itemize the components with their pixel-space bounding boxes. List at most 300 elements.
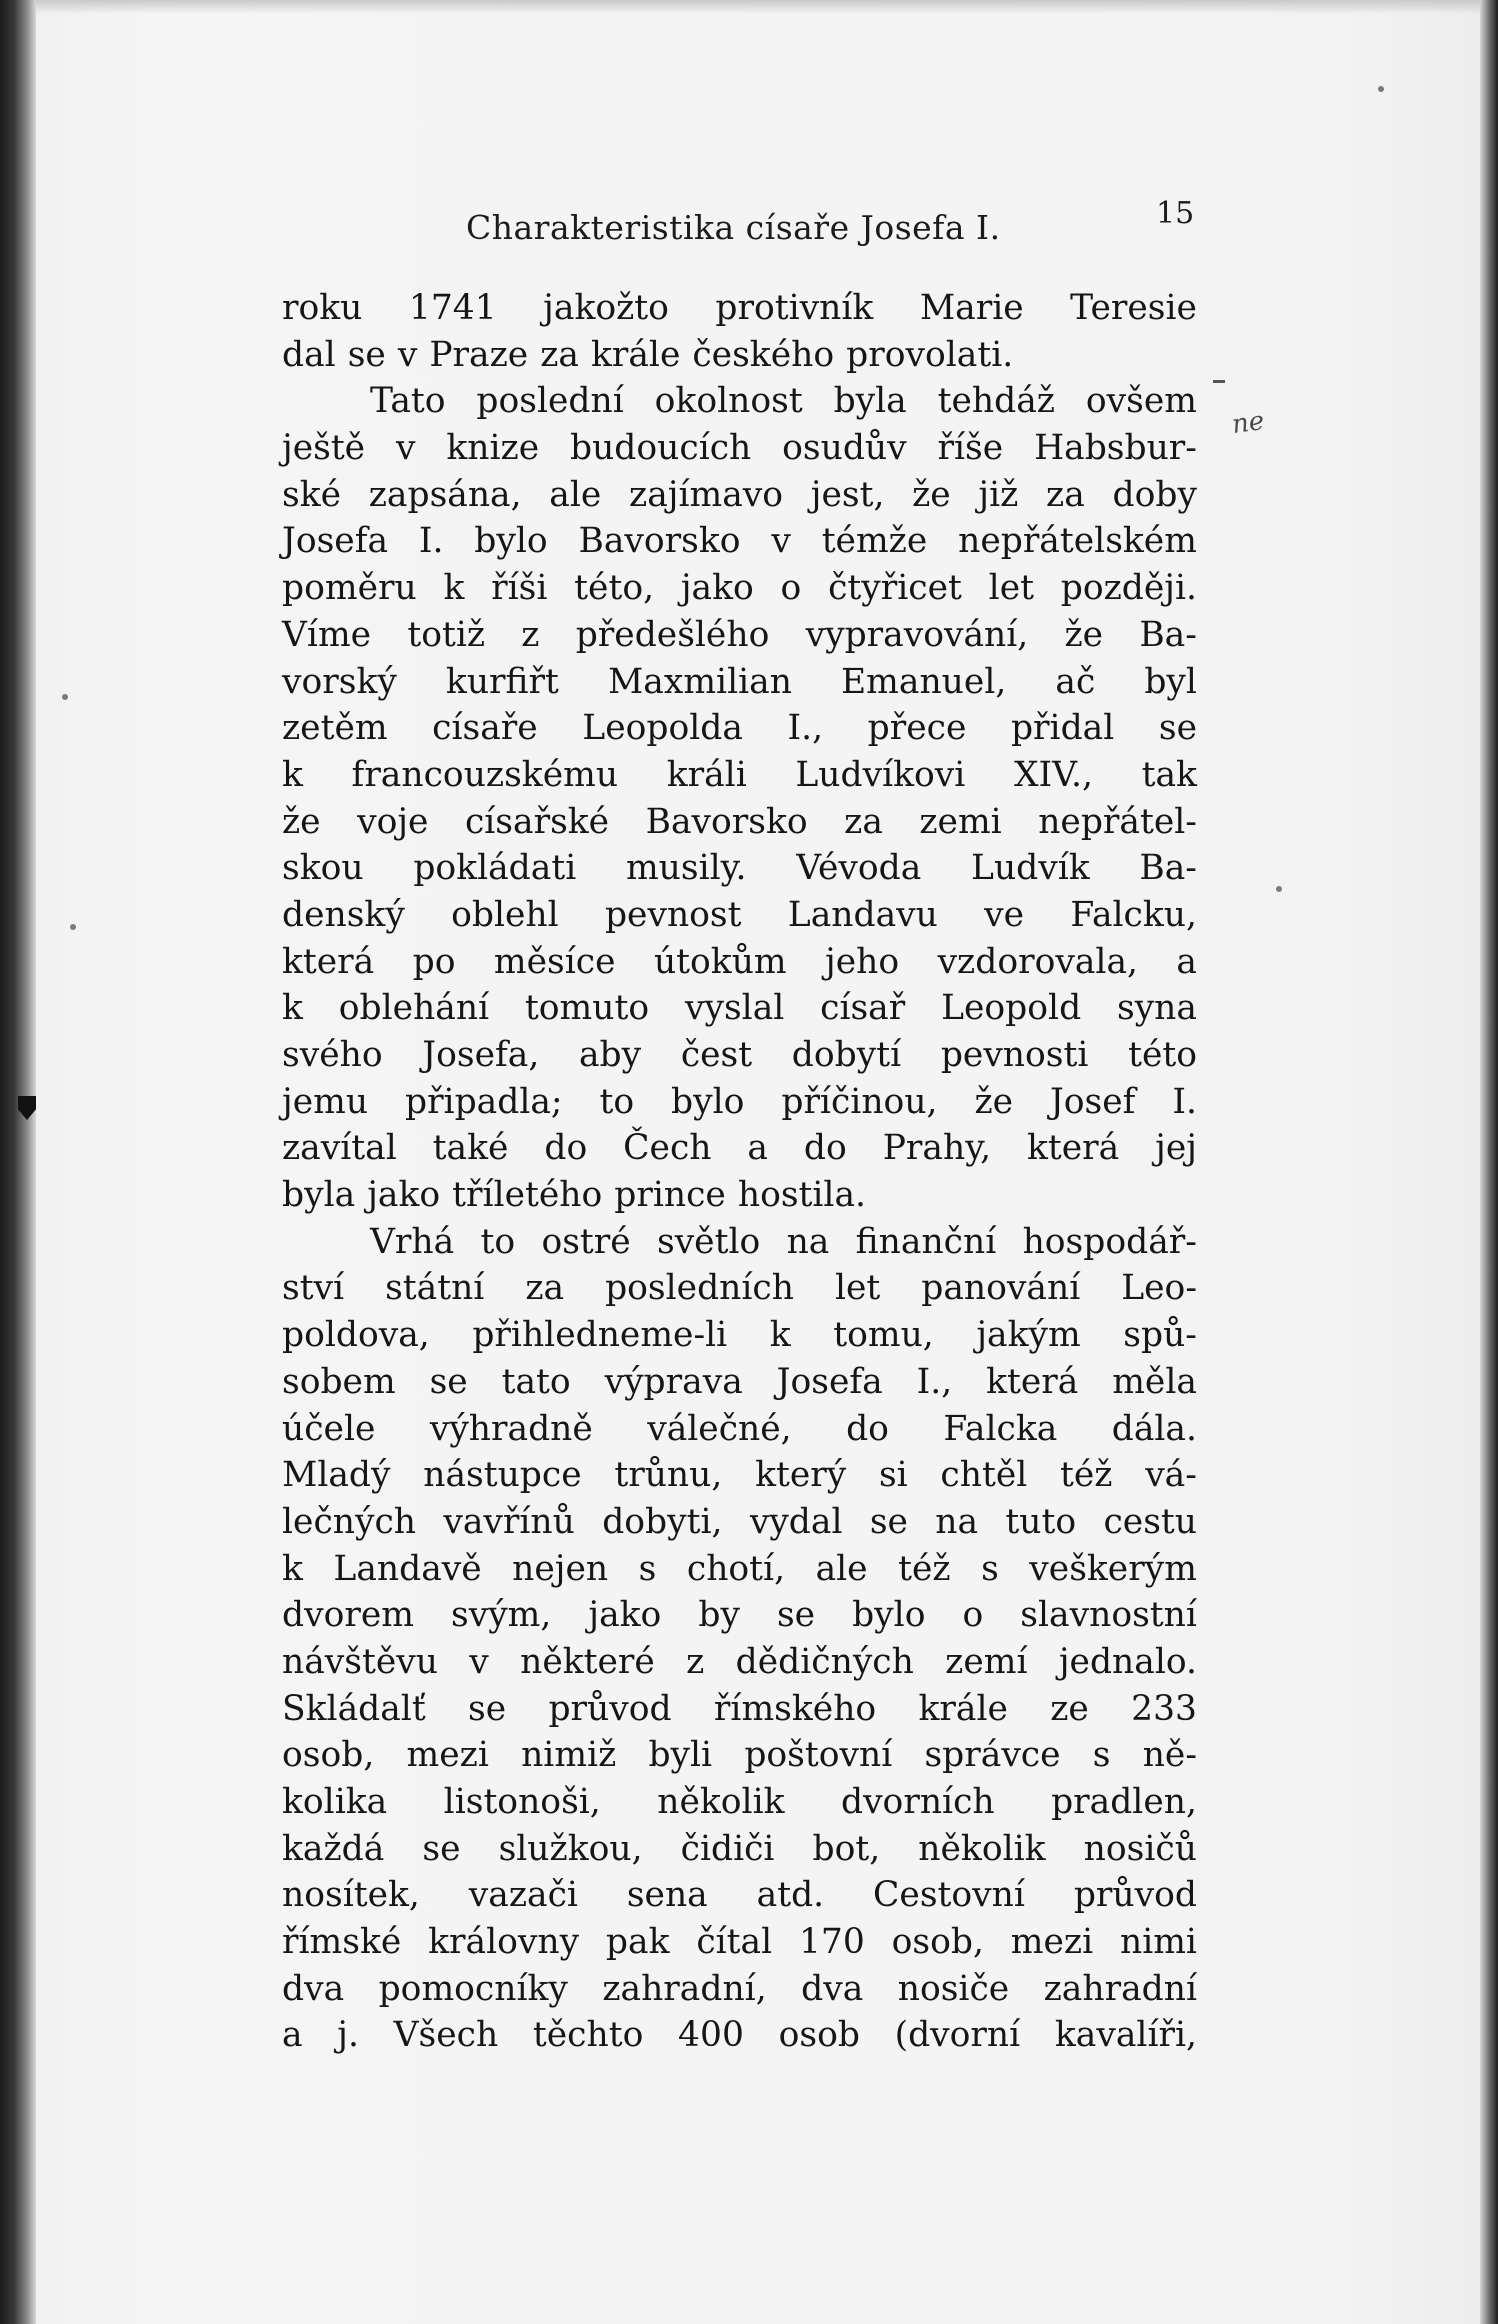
word: francouzskému xyxy=(351,754,619,795)
word: nepřátelském xyxy=(958,521,1197,562)
word: měsíce xyxy=(493,941,616,982)
word: budoucích xyxy=(570,428,752,469)
word: za xyxy=(844,801,883,842)
word: císařské xyxy=(464,801,610,842)
word: průvod xyxy=(1073,1875,1197,1916)
word: Praze xyxy=(429,334,529,375)
word: mezi xyxy=(406,1735,489,1776)
word: císaře xyxy=(432,708,538,749)
word: kurfiřt xyxy=(445,661,559,702)
word: ství xyxy=(282,1268,345,1309)
word: se xyxy=(429,1361,468,1402)
word: pokládati xyxy=(413,848,577,889)
word: vyslal xyxy=(684,988,785,1029)
word: posledních xyxy=(605,1268,794,1309)
word: voje xyxy=(357,801,429,842)
word: čítal xyxy=(696,1922,773,1963)
word: k xyxy=(282,754,303,795)
word: pevnosti xyxy=(940,1035,1089,1075)
word: I. xyxy=(1172,1081,1197,1122)
word: poštovní xyxy=(744,1735,893,1776)
word: o xyxy=(962,1595,984,1636)
word: účele xyxy=(282,1408,376,1449)
word: roku xyxy=(282,288,363,328)
word: pak xyxy=(605,1922,670,1963)
word: Ba- xyxy=(1139,848,1197,889)
word: dobyti, xyxy=(602,1501,723,1542)
word: výhradně xyxy=(429,1408,593,1449)
word: zapsána, xyxy=(368,474,522,515)
word: nástupce xyxy=(423,1455,582,1496)
word: návštěvu xyxy=(282,1641,438,1682)
word: tomu, xyxy=(833,1315,934,1356)
word: pomocníky xyxy=(378,1968,568,2009)
word: Josefa xyxy=(776,1361,883,1402)
word: předešlého xyxy=(575,614,770,655)
word: vorský xyxy=(282,661,397,702)
word: vavřínů xyxy=(443,1501,575,1542)
word: který xyxy=(755,1455,847,1496)
word: římského xyxy=(713,1688,877,1729)
word: služkou, xyxy=(498,1828,643,1869)
word: jednalo. xyxy=(1058,1641,1197,1682)
word: totiž xyxy=(407,614,486,655)
word: se xyxy=(468,1688,507,1729)
word: bylo xyxy=(852,1595,926,1636)
text-line xyxy=(282,1732,1197,1779)
word: císař xyxy=(820,988,906,1029)
margin-pencil-dash xyxy=(1213,380,1225,383)
word: poldova, xyxy=(282,1315,430,1356)
text-line xyxy=(282,1172,1197,1219)
word: v xyxy=(469,1641,489,1682)
word: ostré xyxy=(541,1221,631,1262)
word: ač xyxy=(1055,661,1096,702)
word: ale xyxy=(815,1548,868,1589)
word: Skládalť xyxy=(282,1688,426,1729)
paper-speck xyxy=(70,924,76,930)
word: dvorních xyxy=(840,1782,995,1822)
text-line xyxy=(282,939,1197,986)
word: doby xyxy=(1112,474,1197,515)
word: zajímavo xyxy=(629,474,784,515)
word: Víme xyxy=(282,614,372,655)
text-line xyxy=(282,1966,1197,2013)
word: že xyxy=(974,1081,1014,1122)
word: jeho xyxy=(825,941,900,982)
word: ve xyxy=(984,894,1025,935)
word: králi xyxy=(666,754,747,795)
word: nimi xyxy=(1119,1922,1197,1963)
word: dobytí xyxy=(791,1035,902,1075)
text-line xyxy=(282,892,1197,939)
page-top-shadow xyxy=(0,0,1498,14)
text-line xyxy=(282,565,1197,612)
word: Emanuel, xyxy=(841,661,1007,702)
word: 170 xyxy=(798,1922,865,1963)
word: se xyxy=(422,1828,461,1869)
word: okolnost xyxy=(654,381,803,422)
word: Mladý xyxy=(282,1455,391,1496)
word: se xyxy=(1158,708,1197,749)
word: by xyxy=(698,1595,740,1636)
word: kolika xyxy=(282,1782,388,1822)
word: panování xyxy=(921,1268,1081,1309)
word: cestu xyxy=(1103,1501,1197,1542)
text-line xyxy=(282,285,1197,332)
word: Habsbur- xyxy=(1034,428,1197,469)
word: Cestovní xyxy=(873,1875,1025,1916)
word: 233 xyxy=(1131,1688,1197,1729)
word: prince xyxy=(614,1175,726,1216)
word: za xyxy=(1046,474,1085,515)
word: připadla; xyxy=(404,1081,563,1122)
word: Bavorsko xyxy=(645,801,808,842)
word: do xyxy=(803,1128,847,1169)
word: čest xyxy=(680,1035,753,1075)
word: oblehl xyxy=(451,894,559,935)
word: po xyxy=(412,941,456,982)
word: Bavorsko xyxy=(578,521,741,562)
body-text xyxy=(282,285,1197,2059)
text-line xyxy=(282,332,1197,379)
text-line xyxy=(282,1406,1197,1453)
word: Josefa, xyxy=(422,1035,540,1075)
word: svým, xyxy=(451,1595,552,1636)
word: jej xyxy=(1155,1128,1197,1169)
word: Falcka xyxy=(943,1408,1058,1449)
word: válečné, xyxy=(647,1408,792,1449)
word: o xyxy=(780,568,802,609)
word: slavnostní xyxy=(1020,1595,1197,1636)
text-line xyxy=(282,1639,1197,1686)
word: jakým xyxy=(976,1315,1081,1356)
text-line xyxy=(282,1032,1197,1079)
word: zetěm xyxy=(282,708,388,749)
text-line xyxy=(282,752,1197,799)
word: nosítek, xyxy=(282,1875,420,1916)
word: Josefa xyxy=(282,521,389,562)
word: j. xyxy=(337,2015,359,2056)
word: ovšem xyxy=(1085,381,1197,422)
text-line xyxy=(282,1872,1197,1919)
word: osob, xyxy=(891,1922,984,1963)
word: několik xyxy=(918,1828,1046,1869)
word: byli xyxy=(648,1735,713,1776)
word: kavalíři, xyxy=(1054,2015,1197,2056)
word: sobem xyxy=(282,1361,396,1402)
text-line xyxy=(282,1452,1197,1499)
word: říše xyxy=(937,428,1004,469)
text-line xyxy=(282,612,1197,659)
word: která xyxy=(282,941,375,982)
text-line xyxy=(282,799,1197,846)
word: zahradní xyxy=(1043,1968,1197,2009)
book-spine-shadow xyxy=(0,0,36,2324)
word: zavítal xyxy=(282,1128,397,1169)
word: nosičů xyxy=(1083,1828,1197,1869)
word: let xyxy=(988,568,1034,609)
word: Landavu xyxy=(787,894,938,935)
word: tomuto xyxy=(524,988,650,1029)
word: 1741 xyxy=(408,288,497,328)
word: byla xyxy=(282,1175,356,1216)
word: témže xyxy=(821,521,928,562)
word: tehdáž xyxy=(937,381,1055,422)
word: již xyxy=(978,474,1019,515)
word: Tato xyxy=(370,381,446,422)
word: poměru xyxy=(282,568,417,609)
word: těchto xyxy=(532,2015,644,2056)
word: nejen xyxy=(512,1548,609,1589)
word: a xyxy=(747,1128,768,1169)
text-line xyxy=(282,518,1197,565)
word: atd. xyxy=(756,1875,825,1916)
word: vá- xyxy=(1145,1455,1197,1496)
text-line xyxy=(282,1779,1197,1826)
word: se xyxy=(869,1501,908,1542)
word: si xyxy=(878,1455,908,1496)
word: aby xyxy=(578,1035,642,1075)
word: některé xyxy=(520,1641,655,1682)
word: Marie xyxy=(919,288,1024,328)
word: za xyxy=(525,1268,565,1309)
word: krále xyxy=(918,1688,1008,1729)
word: státní xyxy=(385,1268,485,1309)
page-number: 15 xyxy=(1156,196,1195,231)
word: I., xyxy=(787,708,824,749)
text-line xyxy=(282,1592,1197,1639)
text-line xyxy=(282,1265,1197,1312)
word: Landavě xyxy=(333,1548,482,1589)
word: přidal xyxy=(1010,708,1115,749)
word: později. xyxy=(1060,568,1197,609)
margin-pencil-note: ne xyxy=(1230,405,1267,441)
word: dála. xyxy=(1111,1408,1197,1449)
text-line xyxy=(282,1125,1197,1172)
word: s xyxy=(981,1548,999,1589)
word: vzdorovala, xyxy=(937,941,1138,982)
word: ještě xyxy=(282,428,366,469)
word: dva xyxy=(801,1968,864,2009)
word: ně- xyxy=(1142,1735,1197,1776)
page-edge-shadow xyxy=(1480,0,1498,2324)
word: že xyxy=(282,801,321,842)
word: spů- xyxy=(1123,1315,1197,1356)
word: skou xyxy=(282,848,364,889)
word: se xyxy=(776,1595,816,1636)
word: dva xyxy=(282,1968,345,2009)
word: to xyxy=(480,1221,516,1262)
word: nosiče xyxy=(897,1968,1010,2009)
word: krále xyxy=(590,334,681,375)
word: Maxmilian xyxy=(607,661,792,702)
word: trůnu, xyxy=(614,1455,723,1496)
text-line xyxy=(282,845,1197,892)
word: Ludvík xyxy=(971,848,1090,889)
word: Josef xyxy=(1049,1081,1136,1122)
text-line xyxy=(282,1312,1197,1359)
word: každá xyxy=(282,1828,385,1869)
text-line xyxy=(282,1826,1197,1873)
word: přece xyxy=(867,708,967,749)
word: chotí, xyxy=(686,1548,786,1589)
word: pevnost xyxy=(604,894,742,935)
word: chtěl xyxy=(940,1455,1028,1496)
word: tříletého xyxy=(452,1175,603,1216)
word: světlo xyxy=(656,1221,761,1262)
word: z xyxy=(521,614,540,655)
word: bylo xyxy=(474,521,548,562)
word: provolati. xyxy=(846,334,1014,375)
text-line xyxy=(282,1499,1197,1546)
word: jako xyxy=(367,1175,441,1216)
word: a xyxy=(282,2015,303,2056)
word: Všech xyxy=(393,2015,499,2056)
word: že xyxy=(912,474,951,515)
word: jest, xyxy=(810,474,885,515)
word: z xyxy=(686,1641,705,1682)
word: římské xyxy=(282,1922,402,1963)
word: byla xyxy=(833,381,907,422)
word: říši xyxy=(491,568,548,609)
word: dvorem xyxy=(282,1595,414,1636)
word: Leopolda xyxy=(582,708,743,749)
word: se xyxy=(347,334,386,375)
word: musily. xyxy=(625,848,747,889)
text-line xyxy=(282,1079,1197,1126)
word: této, xyxy=(574,568,655,609)
word: Čech xyxy=(623,1128,712,1169)
word: XIV., xyxy=(1013,754,1093,795)
word: také xyxy=(432,1128,509,1169)
word: tato xyxy=(501,1361,571,1402)
word: let xyxy=(834,1268,881,1309)
text-line xyxy=(282,1686,1197,1733)
word: příčinou, xyxy=(781,1081,938,1122)
word: v xyxy=(771,521,791,562)
word: přihledneme-li xyxy=(472,1315,728,1356)
word: jakožto xyxy=(543,288,669,328)
word: která xyxy=(986,1361,1079,1402)
word: Vrhá xyxy=(370,1221,455,1262)
word: k xyxy=(282,1548,303,1589)
word: ze xyxy=(1050,1688,1089,1729)
word: Vévoda xyxy=(796,848,922,889)
word: ale xyxy=(549,474,602,515)
word: do xyxy=(544,1128,588,1169)
text-line xyxy=(282,378,1197,425)
word: 400 xyxy=(678,2015,744,2056)
word: denský xyxy=(282,894,405,935)
word: zahradní, xyxy=(602,1968,767,2009)
word: průvod xyxy=(548,1688,672,1729)
word: českého xyxy=(692,334,835,375)
word: sena xyxy=(626,1875,708,1916)
word: bylo xyxy=(671,1081,745,1122)
word: měla xyxy=(1112,1361,1197,1402)
word: vypravování, xyxy=(805,614,1029,655)
paper-speck xyxy=(1378,86,1384,92)
paper-speck xyxy=(62,694,68,700)
word: svého xyxy=(282,1035,383,1075)
word: čtyřicet xyxy=(828,568,962,609)
word: poslední xyxy=(476,381,624,422)
word: s xyxy=(638,1548,657,1589)
word: lečných xyxy=(282,1501,417,1542)
word: též xyxy=(898,1548,951,1589)
word: finanční xyxy=(855,1221,997,1262)
word: protivník xyxy=(715,288,874,328)
word: na xyxy=(935,1501,979,1542)
word: několik xyxy=(657,1782,785,1822)
word: tak xyxy=(1141,754,1197,795)
word: této xyxy=(1128,1035,1197,1075)
word: to xyxy=(599,1081,635,1122)
word: zemí xyxy=(945,1641,1028,1682)
word: jemu xyxy=(282,1081,369,1122)
word: nimiž xyxy=(521,1735,617,1776)
word: I. xyxy=(418,521,444,562)
word: za xyxy=(540,334,579,375)
text-line xyxy=(282,472,1197,519)
word: vazači xyxy=(468,1875,578,1916)
text-line xyxy=(282,2012,1197,2059)
text-line xyxy=(282,425,1197,472)
word: k xyxy=(769,1315,791,1356)
word: Falcku, xyxy=(1070,894,1197,935)
word: do xyxy=(846,1408,889,1449)
word: Teresie xyxy=(1070,288,1197,328)
word: veškerým xyxy=(1029,1548,1197,1589)
word: Leo- xyxy=(1121,1268,1197,1309)
word: a xyxy=(1176,941,1197,982)
word: pradlen, xyxy=(1051,1782,1197,1822)
word: která xyxy=(1027,1128,1120,1169)
word: zemi xyxy=(919,801,1002,842)
word: syna xyxy=(1116,988,1197,1029)
word: dědičných xyxy=(735,1641,914,1682)
word: Ba- xyxy=(1139,614,1197,655)
paper-speck xyxy=(1276,886,1282,892)
text-line xyxy=(282,985,1197,1032)
word: královny xyxy=(428,1922,580,1963)
word: vydal xyxy=(749,1501,843,1542)
word: ské xyxy=(282,474,342,515)
word: v xyxy=(397,334,418,375)
text-line xyxy=(282,1546,1197,1593)
text-line xyxy=(282,1359,1197,1406)
word: osob, xyxy=(282,1735,375,1776)
running-title: Charakteristika císaře Josefa I. xyxy=(466,208,1001,247)
word: mezi xyxy=(1010,1922,1094,1963)
word: též xyxy=(1060,1455,1113,1496)
text-line xyxy=(282,705,1197,752)
word: osudův xyxy=(782,428,907,469)
word: že xyxy=(1064,614,1104,655)
text-line xyxy=(282,659,1197,706)
word: jako xyxy=(680,568,754,609)
word: správce xyxy=(924,1735,1061,1776)
word: tuto xyxy=(1005,1501,1077,1542)
word: k xyxy=(443,568,465,609)
word: knize xyxy=(446,428,540,469)
word: k xyxy=(282,988,303,1029)
word: bot, xyxy=(812,1828,881,1869)
word: v xyxy=(395,428,416,469)
word: Leopold xyxy=(941,988,1082,1029)
text-line xyxy=(282,1219,1197,1266)
